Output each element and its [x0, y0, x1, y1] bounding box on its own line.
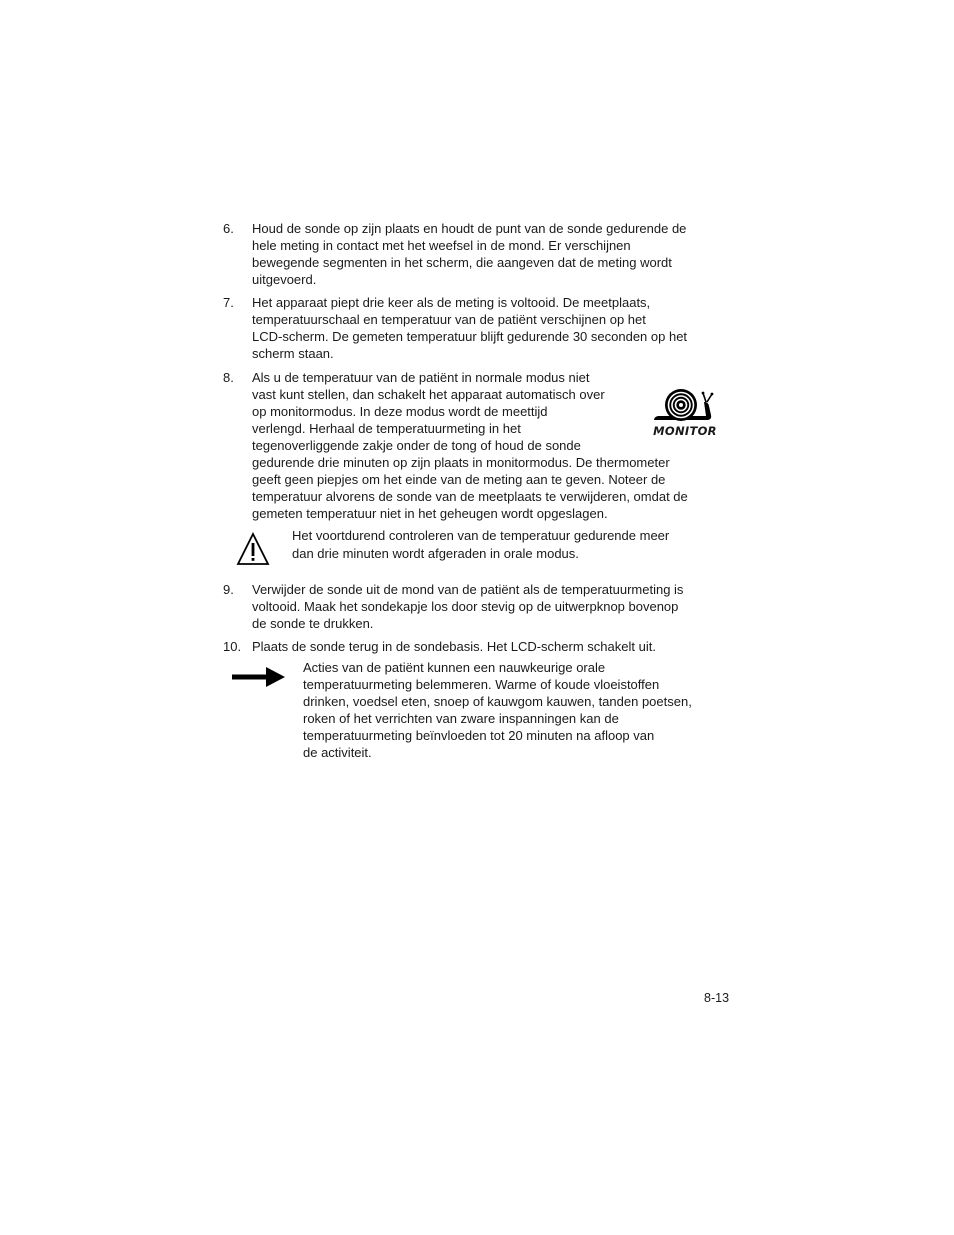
list-item-line: temperatuur alvorens de sonde van de meetplaats te verwijderen, omdat de	[252, 489, 688, 504]
list-item-line: op monitormodus. In deze modus wordt de meettijd	[252, 404, 548, 419]
note-text-line: roken of het verrichten van zware inspanningen kan de	[303, 711, 619, 726]
note-text-line: de activiteit.	[303, 745, 372, 760]
note-text-line: Acties van de patiënt kunnen een nauwkeurige orale	[303, 660, 606, 675]
list-item-line: Houd de sonde op zijn plaats en houdt de punt van de sonde gedurende de	[252, 221, 687, 236]
list-item-line: gemeten temperatuur niet in het geheugen wordt opgeslagen.	[252, 506, 608, 521]
page-number: 8-13	[704, 991, 730, 1005]
list-item-line: LCD-scherm. De gemeten temperatuur blijft gedurende 30 seconden op het	[252, 329, 688, 344]
list-item-line: hele meting in contact met het weefsel in de mond. Er verschijnen	[252, 238, 631, 253]
list-item-number: 6.	[223, 221, 234, 236]
list-item-line: tegenoverliggende zakje onder de tong of houd de sonde	[252, 438, 581, 453]
list-item-number: 8.	[223, 370, 234, 385]
warning-text-line: dan drie minuten wordt afgeraden in orale modus.	[292, 546, 579, 561]
list-item-line: Als u de temperatuur van de patiënt in normale modus niet	[252, 370, 590, 385]
note-text-line: temperatuurmeting belemmeren. Warme of koude vloeistoffen	[303, 677, 660, 692]
list-item-line: voltooid. Maak het sondekapje los door stevig op de uitwerpknop bovenop	[252, 599, 679, 614]
list-item-number: 9.	[223, 582, 234, 597]
list-item-line: Plaats de sonde terug in de sondebasis. Het LCD-scherm schakelt uit.	[252, 639, 656, 654]
list-item-line: temperatuurschaal en temperatuur van de patiënt verschijnen op het	[252, 312, 646, 327]
list-item-line: verlengd. Herhaal de temperatuurmeting in het	[252, 421, 521, 436]
monitor-icon-label: MONITOR	[653, 424, 717, 438]
note-text-line: temperatuurmeting beïnvloeden tot 20 minuten na afloop van	[303, 728, 655, 743]
list-item-number: 10.	[223, 639, 242, 654]
list-item-line: gedurende drie minuten op zijn plaats in monitormodus. De thermometer	[252, 455, 670, 470]
note-text-line: drinken, voedsel eten, snoep of kauwgom kauwen, tanden poetsen,	[303, 694, 692, 709]
list-item-line: Verwijder de sonde uit de mond van de patiënt als de temperatuurmeting is	[252, 582, 684, 597]
list-item-line: de sonde te drukken.	[252, 616, 374, 631]
list-item-number: 7.	[223, 295, 234, 310]
list-item-line: geeft geen piepjes om het einde van de meting aan te geven. Noteer de	[252, 472, 666, 487]
snail-monitor-icon	[648, 386, 722, 442]
list-item-line: vast kunt stellen, dan schakelt het apparaat automatisch over	[252, 387, 605, 402]
warning-text-line: Het voortdurend controleren van de temperatuur gedurende meer	[292, 528, 670, 543]
list-item-line: Het apparaat piept drie keer als de meting is voltooid. De meetplaats,	[252, 295, 651, 310]
list-item-line: scherm staan.	[252, 346, 334, 361]
arrow-right-icon	[232, 666, 286, 688]
warning-triangle-icon	[236, 532, 270, 566]
list-item-line: uitgevoerd.	[252, 272, 317, 287]
list-item-line: bewegende segmenten in het scherm, die aangeven dat de meting wordt	[252, 255, 672, 270]
